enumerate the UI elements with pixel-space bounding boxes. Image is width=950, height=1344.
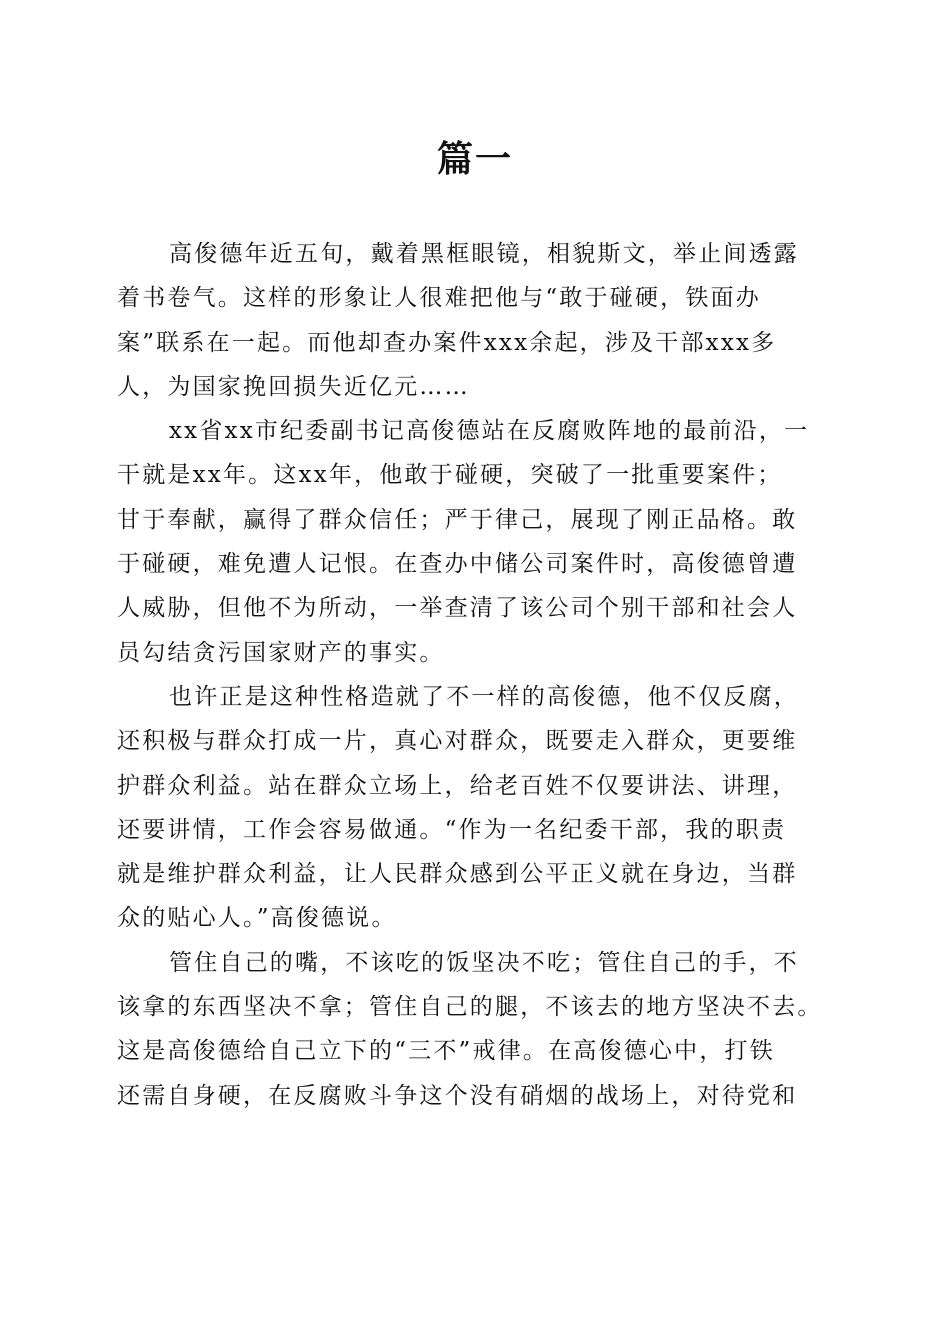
- paragraph-2: [117, 409, 830, 675]
- text-line: 这是高俊德给自己立下的“三不”戒律。在高俊德心中，打铁: [117, 1038, 775, 1065]
- text-line: 案”联系在一起。而他却查办案件xxx余起，涉及干部xxx多: [117, 329, 777, 356]
- text-line: 高俊德年近五旬，戴着黑框眼镜，相貌斯文，举止间透露: [169, 241, 799, 267]
- text-line: xx省xx市纪委副书记高俊德站在反腐败阵地的最前沿，一: [169, 418, 810, 445]
- text-line: 还需自身硬，在反腐败斗争这个没有硝烟的战场上，对待党和: [117, 1082, 798, 1109]
- text-line: 众的贴心人。”高俊德说。: [117, 905, 397, 932]
- document-body: [117, 232, 830, 1118]
- paragraph-1: [117, 232, 830, 409]
- text-line: 甘于奉献，赢得了群众信任；严于律己，展现了刚正品格。敢: [117, 506, 798, 533]
- text-line: 于碰硬，难免遭人记恨。在查办中储公司案件时，高俊德曾遭: [117, 551, 798, 578]
- text-line: 管住自己的嘴，不该吃的饭坚决不吃；管住自己的手，不: [169, 949, 799, 976]
- text-line: 人，为国家挽回损失近亿元……: [117, 373, 470, 400]
- paragraph-4: [117, 941, 830, 1118]
- document-title: 篇一: [436, 138, 513, 180]
- text-line: 也许正是这种性格造就了不一样的高俊德，他不仅反腐，: [169, 683, 799, 710]
- text-line: 护群众利益。站在群众立场上，给老百姓不仅要讲法、讲理，: [117, 772, 798, 799]
- paragraph-3: [117, 675, 830, 941]
- text-line: 就是维护群众利益，让人民群众感到公平正义就在身边，当群: [117, 861, 798, 888]
- text-line: 还积极与群众打成一片，真心对群众，既要走入群众，更要维: [117, 728, 798, 755]
- text-line: 员勾结贪污国家财产的事实。: [117, 639, 445, 666]
- text-line: 该拿的东西坚决不拿；管住自己的腿，不该去的地方坚决不去。: [117, 994, 823, 1021]
- text-line: 干就是xx年。这xx年，他敢于碰硬，突破了一批重要案件；: [117, 462, 783, 489]
- text-line: 还要讲情，工作会容易做通。“作为一名纪委干部，我的职责: [117, 816, 787, 843]
- text-line: 着书卷气。这样的形象让人很难把他与“敢于碰硬，铁面办: [117, 285, 761, 312]
- text-line: 人威胁，但他不为所动，一举查清了该公司个别干部和社会人: [117, 595, 798, 622]
